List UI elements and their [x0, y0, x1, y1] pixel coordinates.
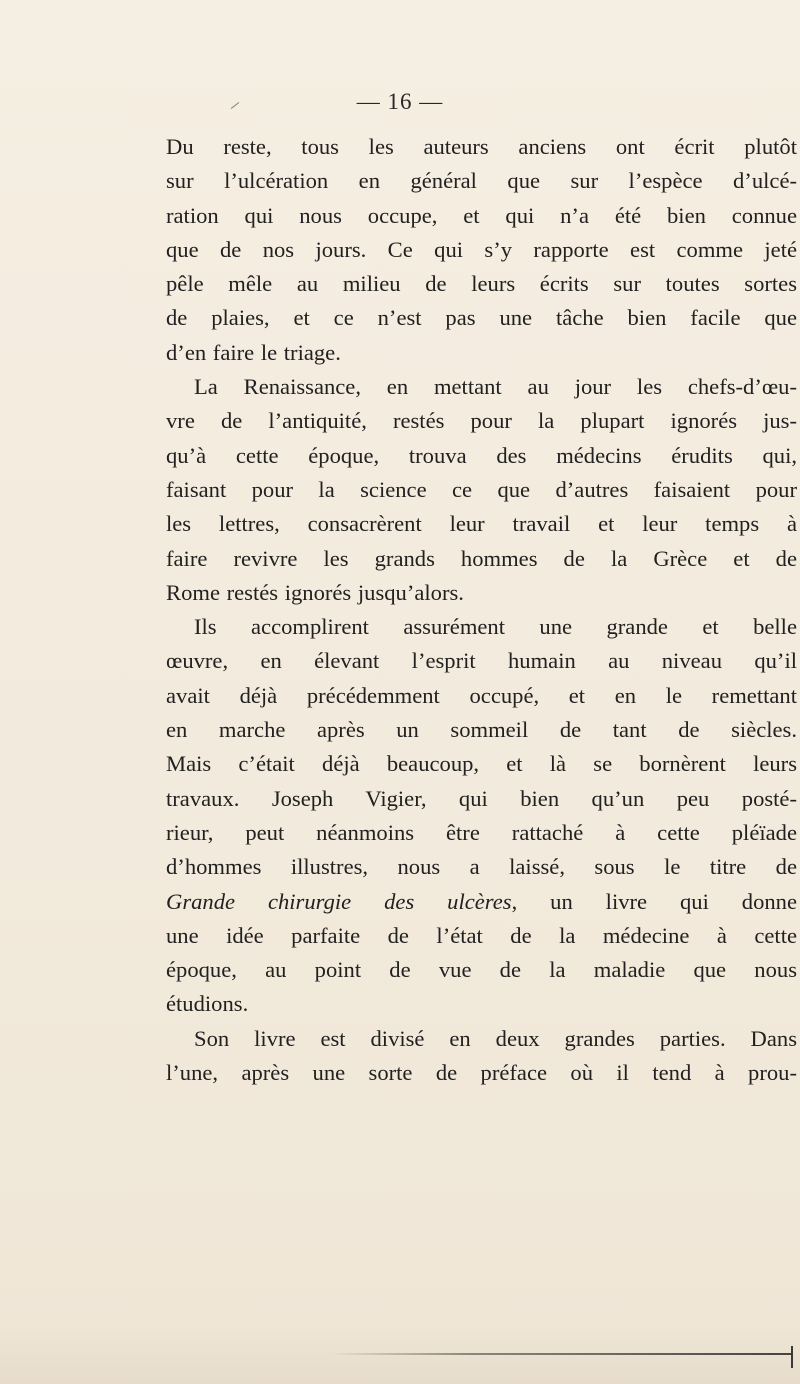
- body-text: [166, 130, 797, 1090]
- bottom-edge-corner: [791, 1346, 793, 1368]
- text-line: ration qui nous occupe, et qui n’a été bien connue: [166, 202, 797, 228]
- text-line: rieur, peut néanmoins être rattaché à cette pléïade: [166, 819, 797, 845]
- text-fragment: , un livre qui donne: [511, 888, 798, 914]
- page-number: — 16 —: [356, 89, 444, 114]
- bottom-edge-line: [330, 1353, 792, 1355]
- text-line: La Renaissance, en mettant au jour les chefs-d’œu-: [194, 374, 797, 400]
- text-line: faire revivre les grands hommes de la Grèce et de: [166, 545, 797, 571]
- text-line: pêle mêle au milieu de leurs écrits sur toutes sortes: [166, 271, 797, 297]
- text-line: qu’à cette époque, trouva des médecins érudits qui,: [166, 442, 797, 468]
- text-line: étudions.: [166, 991, 249, 1017]
- text-line: travaux. Joseph Vigier, qui bien qu’un peu posté-: [166, 785, 797, 811]
- text-line: [166, 885, 797, 919]
- page-edge-shadow: [0, 1320, 800, 1384]
- text-line: de plaies, et ce n’est pas une tâche bien facile que: [166, 305, 797, 331]
- text-line: Ils accomplirent assurément une grande et belle: [194, 614, 797, 640]
- book-title: Grande chirurgie des ulcères: [166, 888, 512, 914]
- text-line: d’en faire le triage.: [166, 339, 341, 365]
- text-line: faisant pour la science ce que d’autres faisaient pour: [166, 476, 797, 502]
- text-line: que de nos jours. Ce qui s’y rapporte est comme jeté: [166, 236, 797, 262]
- text-line: Mais c’était déjà beaucoup, et là se bornèrent leurs: [166, 751, 797, 777]
- text-line: Rome restés ignorés jusqu’alors.: [166, 579, 464, 605]
- text-line: l’une, après une sorte de préface où il tend à prou-: [166, 1060, 797, 1086]
- text-line: œuvre, en élevant l’esprit humain au niveau qu’il: [166, 648, 797, 674]
- text-line: d’hommes illustres, nous a laissé, sous le titre de: [166, 854, 797, 880]
- text-line: Du reste, tous les auteurs anciens ont écrit plutôt: [166, 134, 797, 159]
- text-line: sur l’ulcération en général que sur l’espèce d’ulcé-: [166, 168, 797, 194]
- text-line: avait déjà précédemment occupé, et en le remettant: [166, 682, 797, 708]
- text-line: les lettres, consacrèrent leur travail et leur temps à: [166, 511, 797, 537]
- text-line: vre de l’antiquité, restés pour la plupart ignorés jus-: [166, 408, 797, 434]
- text-line: en marche après un sommeil de tant de siècles.: [166, 717, 797, 743]
- text-line: Son livre est divisé en deux grandes parties. Dans: [194, 1025, 797, 1051]
- text-line: une idée parfaite de l’état de la médecine à cette: [166, 922, 797, 948]
- text-line: époque, au point de vue de la maladie que nous: [166, 957, 797, 983]
